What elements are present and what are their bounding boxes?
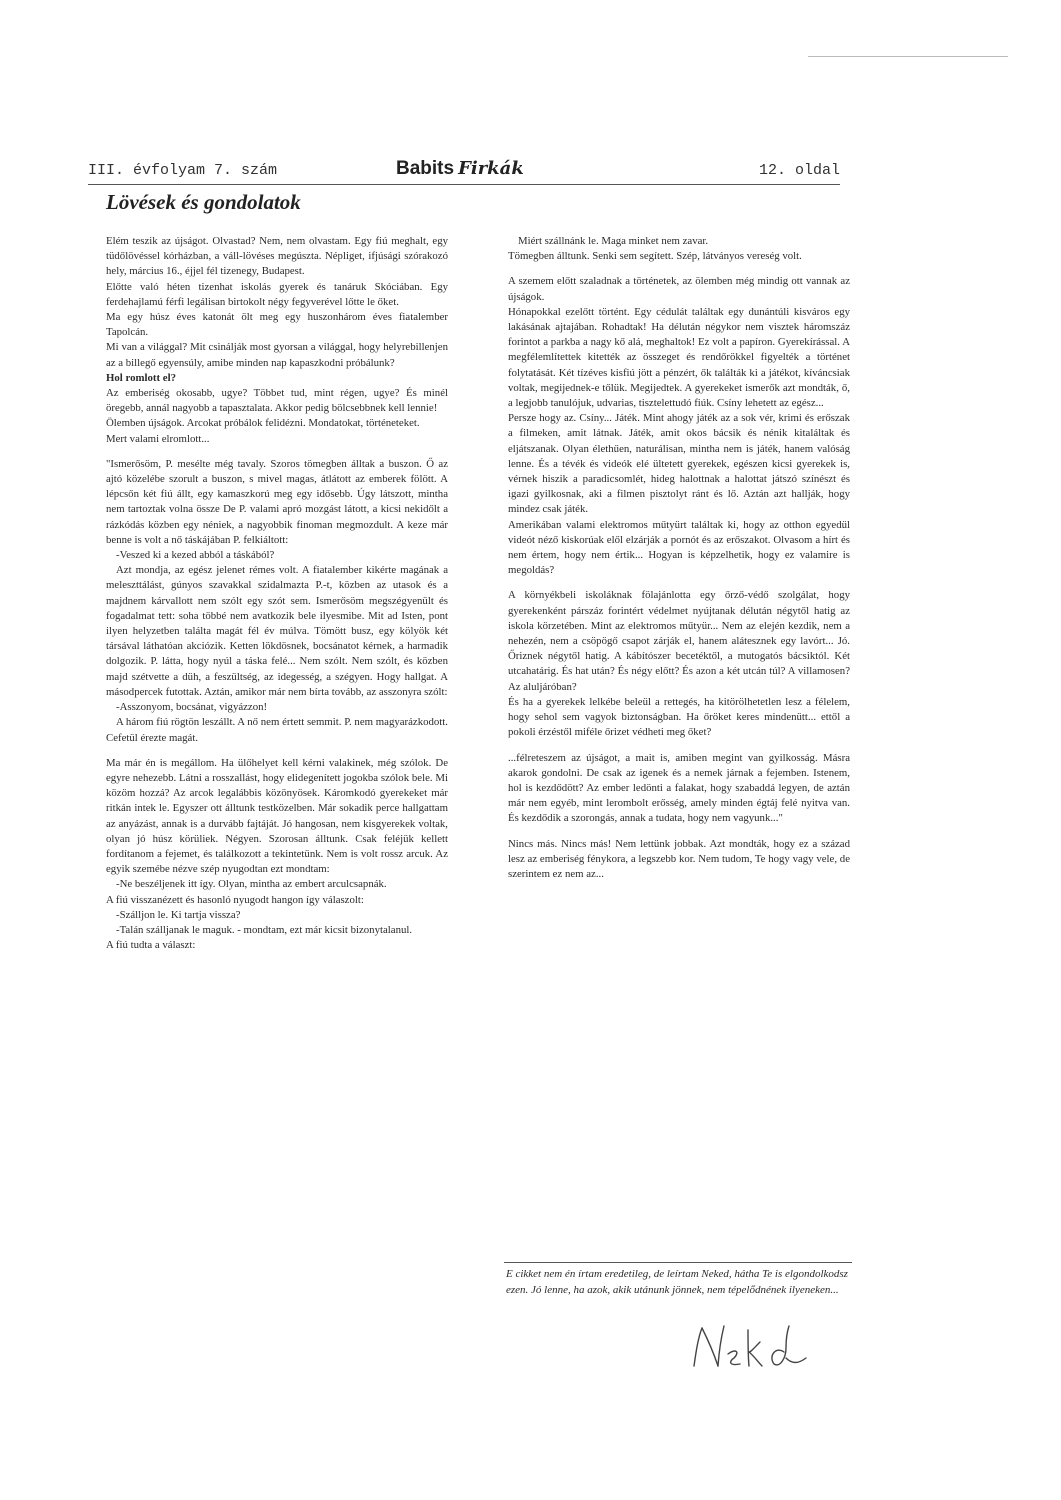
article-paragraph: -Ne beszéljenek itt így. Olyan, mintha az embert arculcsapnák. xyxy=(116,878,387,891)
article-paragraph: Előtte való héten tizenhat iskolás gyerek és tanáruk Skóciában. Egy ferdehajlamú férfi legálisan birtokolt négy fegyverével lőtte le őket. xyxy=(106,280,448,308)
article-paragraph: Azt mondja, az egész jelenet rémes volt. A fiatalember kikérte magának a meleszttálást, gúnyos szavakkal szidalmazta P.-t, közben az utasok és a majdnem kárvallott nem szólt egy szót sem. Ismerősöm megszégyenült és fogadalmat tett: soha többé nem avatkozik bele ilyesmibe. Mit ad Isten, pont ilyen helyzetben találta magát fél év múlva. Tömött busz, egy kölyök két társával láthatóan akciózik. Ketten lökdösnek, bocsánatot kérnek, a harmadik dolgozik. P. látta, hogy nyúl a táska felé... Nem szólt. Nem szólt, és közben majd szétvette a düh, a feszültség, az idegesség, a szégyen. Hogy hallgat. A másodpercek futottak. Aztán, amikor már nem bírta tovább, az asszonyra szólt: xyxy=(106,564,448,698)
article-paragraph: Hol romlott el? xyxy=(106,371,176,384)
article-paragraph: Nincs más. Nincs más! Nem lettünk jobbak. Azt mondták, hogy ez a század lesz az emberiség fénykora, a legszebb kor. Nem tudom, Te hogy vagy vele, de szerintem ez nem az... xyxy=(508,837,850,880)
top-edge-rule xyxy=(808,56,1008,57)
article-column-right xyxy=(508,234,850,882)
page-header xyxy=(88,160,840,186)
article-title: Lövések és gondolatok xyxy=(106,190,301,214)
header-rule xyxy=(88,184,840,185)
article-paragraph: ...félreteszem az újságot, a mait is, amiben megint van gyilkosság. Másra akarok gondolni. De csak az igenek és a nemek járnak a fejemben. Istenem, hol is kezdődött? Az ember ledönti a falakat, hogy szabaddá legyen, de aztán már nem egyéb, mint lerombolt erősség, amely minden égtáj felé nyitva van. És kezdődik a szorongás, annak a tudata, hogy nem vagyunk..." xyxy=(508,751,850,825)
page-number: 12. oldal xyxy=(758,162,840,179)
article-paragraph: A három fiú rögtön leszállt. A nő nem értett semmit. P. nem magyarázkodott. Cefetül érezte magát. xyxy=(106,716,448,744)
article-paragraph: Hónapokkal ezelőtt történt. Egy cédulát találtak egy dunántúli kisváros egy lakásának ajtajában. Rohadtak! Ha délután négykor nem visztek háromszáz forintot a parkba a nagy kő alá, meghaltok! Ez volt a papíron. Gyerekírással. A megfélemlítettek kitették az összeget és rendőrökkel figyelték a történet folytatását. Két tízéves kisfiú jött a pénzért, ők találták ki a játékot, kíváncsiak voltak, megijednek-e tőlük. Megijedtek. A gyerekeket ismerők azt mondták, ő, a legjobb tanulójuk, udvarias, tisztelettudó fiúk. Csíny lehetett az egész... xyxy=(508,305,850,410)
article-paragraph: Tömegben álltunk. Senki sem segített. Szép, látványos vereség volt. xyxy=(508,250,802,263)
publication-title-script: Firkák xyxy=(458,158,524,179)
article-paragraph: Ma egy húsz éves katonát ölt meg egy huszonhárom éves fiatalember Tapolcán. xyxy=(106,311,448,339)
article-paragraph: Miért szállnánk le. Maga minket nem zavar. xyxy=(518,235,709,247)
article-paragraph: Mi van a világgal? Mit csinálják most gyorsan a világgal, hogy helyrebillenjen az a billegő egyensúly, amibe minden nap kapaszkodni próbálunk? xyxy=(106,341,448,369)
article-paragraph: A fiú tudta a választ: xyxy=(106,939,196,952)
publication-title-main: Babits xyxy=(396,158,455,179)
author-note: E cikket nem én írtam eredetileg, de leírtam Neked, hátha Te is elgondolkodsz ezen. Jó lenne, ha azok, akik utánunk jönnek, nem tépelődnének ilyeneken... xyxy=(506,1268,848,1296)
article-paragraph: Mert valami elromlott... xyxy=(106,432,210,445)
note-rule xyxy=(504,1262,852,1263)
article-paragraph: -Asszonyom, bocsánat, vigyázzon! xyxy=(116,701,268,714)
article-paragraph: -Talán szálljanak le maguk. - mondtam, ezt már kicsit bizonytalanul. xyxy=(116,923,413,936)
article-paragraph: -Szálljon le. Ki tartja vissza? xyxy=(116,908,241,921)
article-paragraph: A környékbeli iskoláknak fölajánlotta egy őrző-védő szolgálat, hogy gyerekenként párszáz forintért védelmet nyújtanak délután négytől hatig az iskola körzetében. Mint az elektromos műtyür... Nem az elején kezdik, nem a nehezén, nem a csöpögő csapot zárják el, hanem alátesznek egy lavórt... Jó. Őriznek négytől hatig. A kábítószer becetéktől, a mutogatós bácsiktól. Két utcahatárig. És hat után? És négy előtt? És azon a két utcán túl? A villamosen? Az aluljáróban? xyxy=(508,589,850,693)
article-paragraph: A szemem előtt szaladnak a történetek, az ölemben még mindig ott vannak az újságok. xyxy=(508,275,850,303)
issue-label: III. évfolyam 7. szám xyxy=(88,162,278,179)
article-paragraph: Ma már én is megállom. Ha ülőhelyet kell kérni valakinek, még szólok. De egyre nehezebb. Látni a rosszallást, hogy elidegenített jogokba szólok bele. Mi közöm hozzá? Az arcok legalábbis közönyösek. Káromkodó gyerekeket már ritkán intek le. Egyszer ott álltunk testközelben. Már sokadik perce hallgattam az anyázást, annak is a durvább fajtáját. Jó hangosan, nem kisgyerekek voltak, olyan jó húsz körüliek. Négyen. Szorosan álltunk. Csak feléjük kellett fordítanom a fejemet, és találkozott a tekintetünk. Nem is volt rossz arcuk. Az egyik szemébe nézve szép nyugodtan ezt mondtam: xyxy=(106,756,448,876)
article-paragraph: Amerikában valami elektromos műtyürt találtak ki, hogy az otthon egyedül videót néző kiskorúak elől elzárják a pornót és az erőszakot. Olvasom a hírt és nem értem, hogy nem értik... Hogyan is képzelhetik, hogy ez valamire is megoldás? xyxy=(508,518,850,577)
article-paragraph: "Ismerősöm, P. mesélte még tavaly. Szoros tömegben álltak a buszon. Ő az ajtó közelébe szorult a buszon, s mivel magas, átlátott az emberek fölött. A lépcsőn két fiú állt, egy kamaszkorú meg egy idősebb. Úgy látszott, mintha nem tartoztak volna össze De P. valami apró mozgást látott, a kicsi nekidőlt a rázkódás közben egy néniek, a nagyobbik finoman megmozdult. A keze már benne is volt a nő táskájában P. felkiáltott: xyxy=(106,457,448,546)
publication-title xyxy=(396,158,524,180)
handwritten-signature xyxy=(688,1318,818,1376)
article-paragraph: Az emberiség okosabb, ugye? Többet tud, mint régen, ugye? És minél öregebb, annál nagyobb a tapasztalata. Akkor pedig bölcsebbnek kell lennie! xyxy=(106,387,448,415)
article-column-left xyxy=(106,234,448,953)
article-paragraph: A fiú visszanézett és hasonló nyugodt hangon így válaszolt: xyxy=(106,893,364,906)
article-paragraph: És ha a gyerekek lelkébe beleül a rettegés, ha kitörölhetetlen lesz a félelem, hogy sehol sem vagyok biztonságban. Ha őröket keres mindenütt... ettől a pokoli érzéstől miféle őrizet védheti meg őket? xyxy=(508,695,850,739)
article-paragraph: Persze hogy az. Csíny... Játék. Mint ahogy játék az a sok vér, krimi és erőszak a filmeken, amit látnak. Játék, amit okos bácsik és nénik kitaláltak és eljátszanak. Olyan élethűen, naturálisan, mintha nem is játék, hanem valóság lenne. És a tévék és videók elé ültetett gyerekek, egészen kicsi gyerekek is, vérnek hiszik a paradicsomlét, hideg halottnak a halottat játszó színészt és igazi gyilkosnak, aki a filmen pisztolyt ránt és lő. Aztán azt hallják, hogy mindez csak játék. xyxy=(508,412,850,516)
article-paragraph: -Veszed ki a kezed abból a táskából? xyxy=(116,549,275,562)
article-paragraph: Elém teszik az újságot. Olvastad? Nem, nem olvastam. Egy fiú meghalt, egy tüdőlövéssel kórházban, a váll-lövéses megúszta. Népliget, ifjúsági szórakozó hely, március 16., éjjel fél tizenegy, Budapest. xyxy=(106,235,448,278)
article-paragraph: Ölemben újságok. Arcokat próbálok felidézni. Mondatokat, történeteket. xyxy=(106,417,420,430)
